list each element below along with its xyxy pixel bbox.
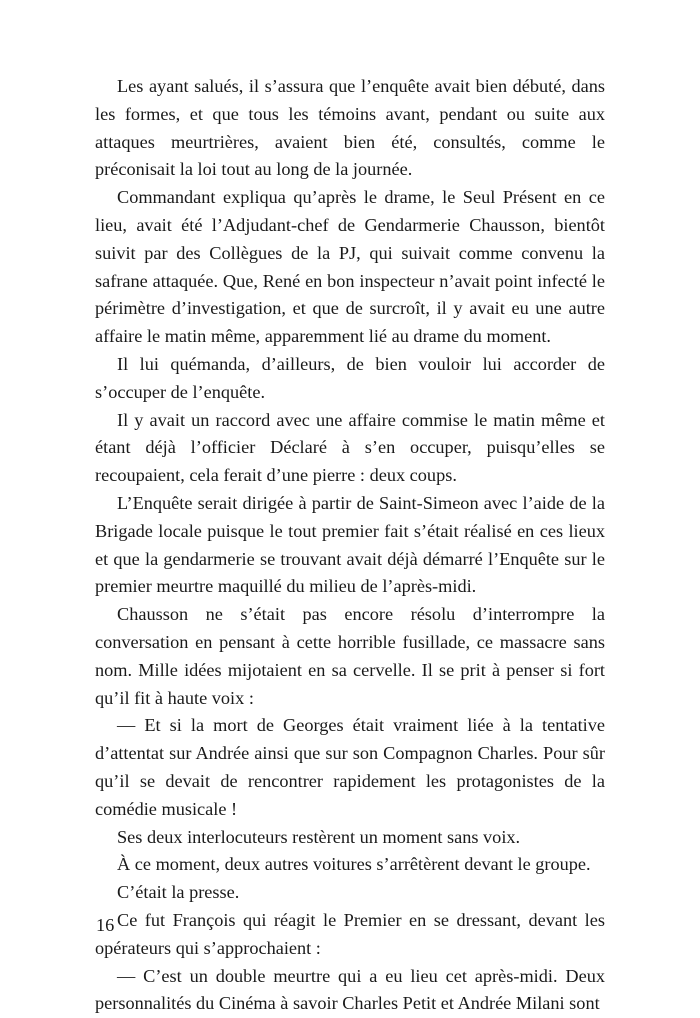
paragraph: Ses deux interlocuteurs restèrent un moment sans voix. [95,824,605,852]
paragraph: Chausson ne s’était pas encore résolu d’interrompre la conversation en pensant à cette horrible fusillade, ce massacre sans nom. Mille idées mijotaient en sa cervelle. Il se prit à penser si fort qu’il fit à haute voix : [95,601,605,712]
paragraph: L’Enquête serait dirigée à partir de Saint-Simeon avec l’aide de la Brigade locale puisque le tout premier fait s’était réalisé en ces lieux et que la gendarmerie se trouvant avait déjà démarré l’Enquête sur le premier meurtre maquillé du milieu de l’après-midi. [95,490,605,601]
body-text [95,73,605,1018]
paragraph: Il lui quémanda, d’ailleurs, de bien vouloir lui accorder de s’occuper de l’enquête. [95,351,605,407]
paragraph: Les ayant salués, il s’assura que l’enquête avait bien débuté, dans les formes, et que tous les témoins avant, pendant ou suite aux attaques meurtrières, avaient bien été, consultés, comme le préconisait la loi tout au long de la journée. [95,73,605,184]
paragraph: — Et si la mort de Georges était vraiment liée à la tentative d’attentat sur Andrée ainsi que sur son Compagnon Charles. Pour sûr qu’il se devait de rencontrer rapidement les protagonistes de la comédie musicale ! [95,712,605,823]
page-number: 16 [96,914,114,936]
paragraph: — C’est un double meurtre qui a eu lieu cet après-midi. Deux personnalités du Cinéma à savoir Charles Petit et Andrée Milani sont [95,963,605,1018]
paragraph: À ce moment, deux autres voitures s’arrêtèrent devant le groupe. [95,851,605,879]
paragraph: Il y avait un raccord avec une affaire commise le matin même et étant déjà l’officier Déclaré à s’en occuper, puisqu’elles se recoupaient, cela ferait d’une pierre : deux coups. [95,407,605,490]
paragraph: C’était la presse. [95,879,605,907]
paragraph: Ce fut François qui réagit le Premier en se dressant, devant les opérateurs qui s’approchaient : [95,907,605,963]
paragraph: Commandant expliqua qu’après le drame, le Seul Présent en ce lieu, avait été l’Adjudant-chef de Gendarmerie Chausson, bientôt suivit par des Collègues de la PJ, qui suivait comme convenu la safrane attaquée. Que, René en bon inspecteur n’avait point infecté le périmètre d’investigation, et que de surcroît, il y avait eu une autre affaire le matin même, apparemment lié au drame du moment. [95,184,605,351]
